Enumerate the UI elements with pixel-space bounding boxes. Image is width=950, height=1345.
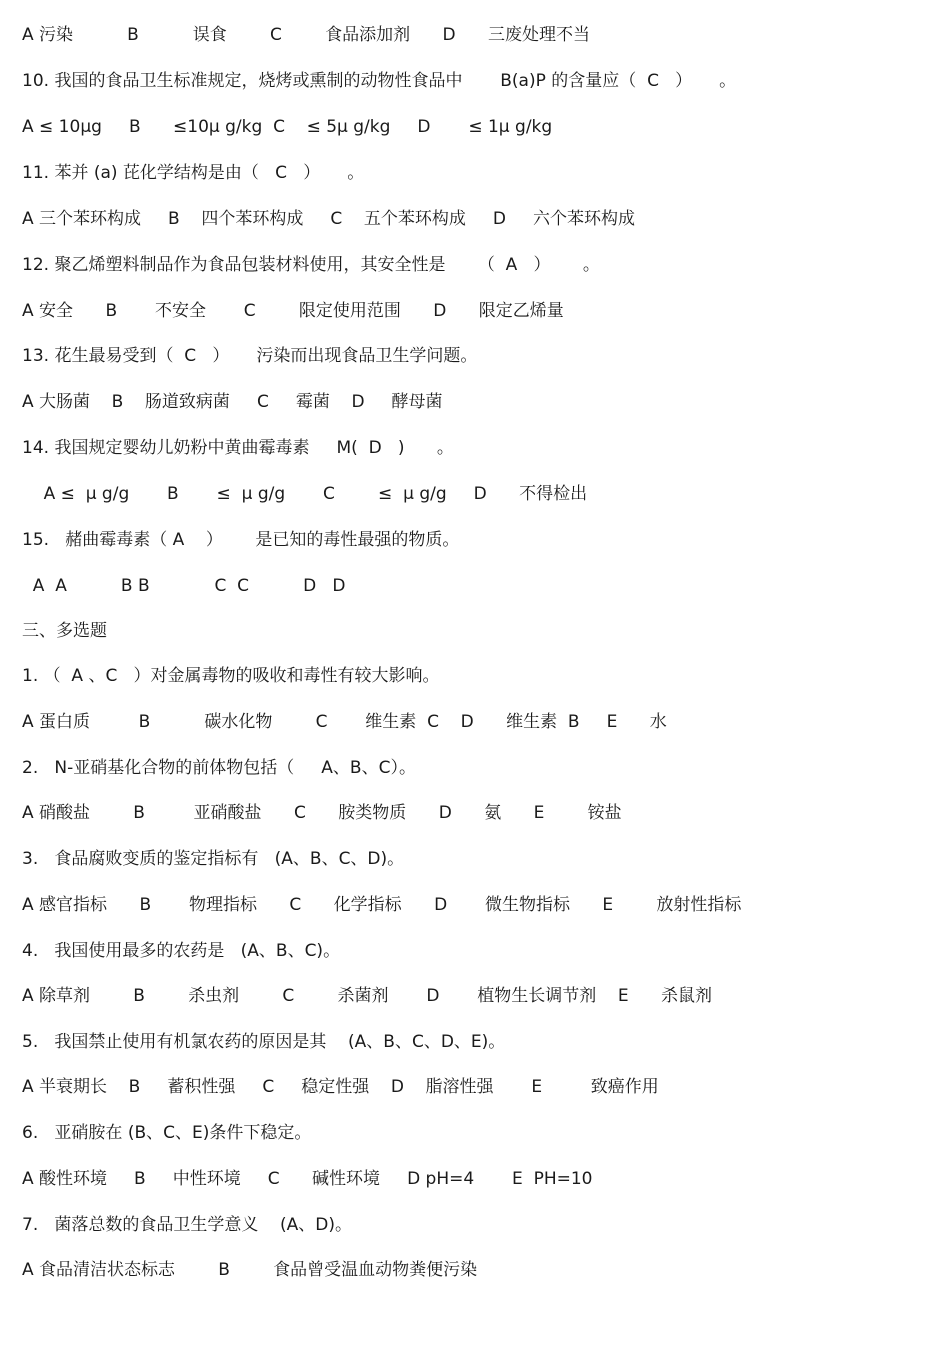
multi-option-line-3: A 感官指标 B 物理指标 C 化学指标 D 微生物指标 E 放射性指标 [22,895,742,915]
question-15: 15. 赭曲霉毒素（ A ） 是已知的毒性最强的物质。 [22,530,460,550]
multi-question-6: 6. 亚硝胺在 (B、C、E)条件下稳定。 [22,1123,312,1143]
option-line-q9: A 污染 B 误食 C 食品添加剂 D 三废处理不当 [22,25,591,45]
multi-question-4: 4. 我国使用最多的农药是 (A、B、C)。 [22,941,341,961]
multi-option-line-5: A 半衰期长 B 蓄积性强 C 稳定性强 D 脂溶性强 E 致癌作用 [22,1077,659,1097]
multi-question-7: 7. 菌落总数的食品卫生学意义 (A、D)。 [22,1215,353,1235]
question-14: 14. 我国规定婴幼儿奶粉中黄曲霉毒素 M( D ) 。 [22,438,454,458]
multi-question-3: 3. 食品腐败变质的鉴定指标有 (A、B、C、D)。 [22,849,405,869]
question-10: 10. 我国的食品卫生标准规定，烧烤或熏制的动物性食品中 B(a)P 的含量应（ C ） 。 [22,71,737,91]
option-line-q12: A 安全 B 不安全 C 限定使用范围 D 限定乙烯量 [22,301,564,321]
multi-question-5: 5. 我国禁止使用有机氯农药的原因是其 (A、B、C、D、E)。 [22,1032,506,1052]
multi-option-line-2: A 硝酸盐 B 亚硝酸盐 C 胺类物质 D 氨 E 铵盐 [22,803,622,823]
multi-option-line-4: A 除草剂 B 杀虫剂 C 杀菌剂 D 植物生长调节剂 E 杀鼠剂 [22,986,713,1006]
option-line-q15: A A B B C C D D [22,576,346,596]
option-line-q13: A 大肠菌 B 肠道致病菌 C 霉菌 D 酵母菌 [22,392,443,412]
multi-question-2: 2. N-亚硝基化合物的前体物包括（ A、B、C）。 [22,758,416,778]
option-line-q11: A 三个苯环构成 B 四个苯环构成 C 五个苯环构成 D 六个苯环构成 [22,209,635,229]
question-11: 11. 苯并 (a) 芘化学结构是由（ C ） 。 [22,163,365,183]
multi-option-line-6: A 酸性环境 B 中性环境 C 碱性环境 D pH=4 E PH=10 [22,1169,593,1189]
multi-option-line-1: A 蛋白质 B 碳水化物 C 维生素 C D 维生素 B E 水 [22,712,667,732]
section-heading-multi: 三、多选题 [22,621,107,641]
question-13: 13. 花生最易受到（ C ） 污染而出现食品卫生学问题。 [22,346,478,366]
multi-question-1: 1. （ A 、C ）对金属毒物的吸收和毒性有较大影响。 [22,666,440,686]
multi-option-line-7: A 食品清洁状态标志 B 食品曾受温血动物粪便污染 [22,1260,478,1280]
option-line-q10: A ≤ 10μg B ≤10μ g/kg C ≤ 5μ g/kg D ≤ 1μ g/kg [22,117,553,137]
question-12: 12. 聚乙烯塑料制品作为食品包装材料使用，其安全性是 （ A ） 。 [22,255,600,275]
option-line-q14: A ≤ μ g/g B ≤ μ g/g C ≤ μ g/g D 不得检出 [22,484,588,504]
